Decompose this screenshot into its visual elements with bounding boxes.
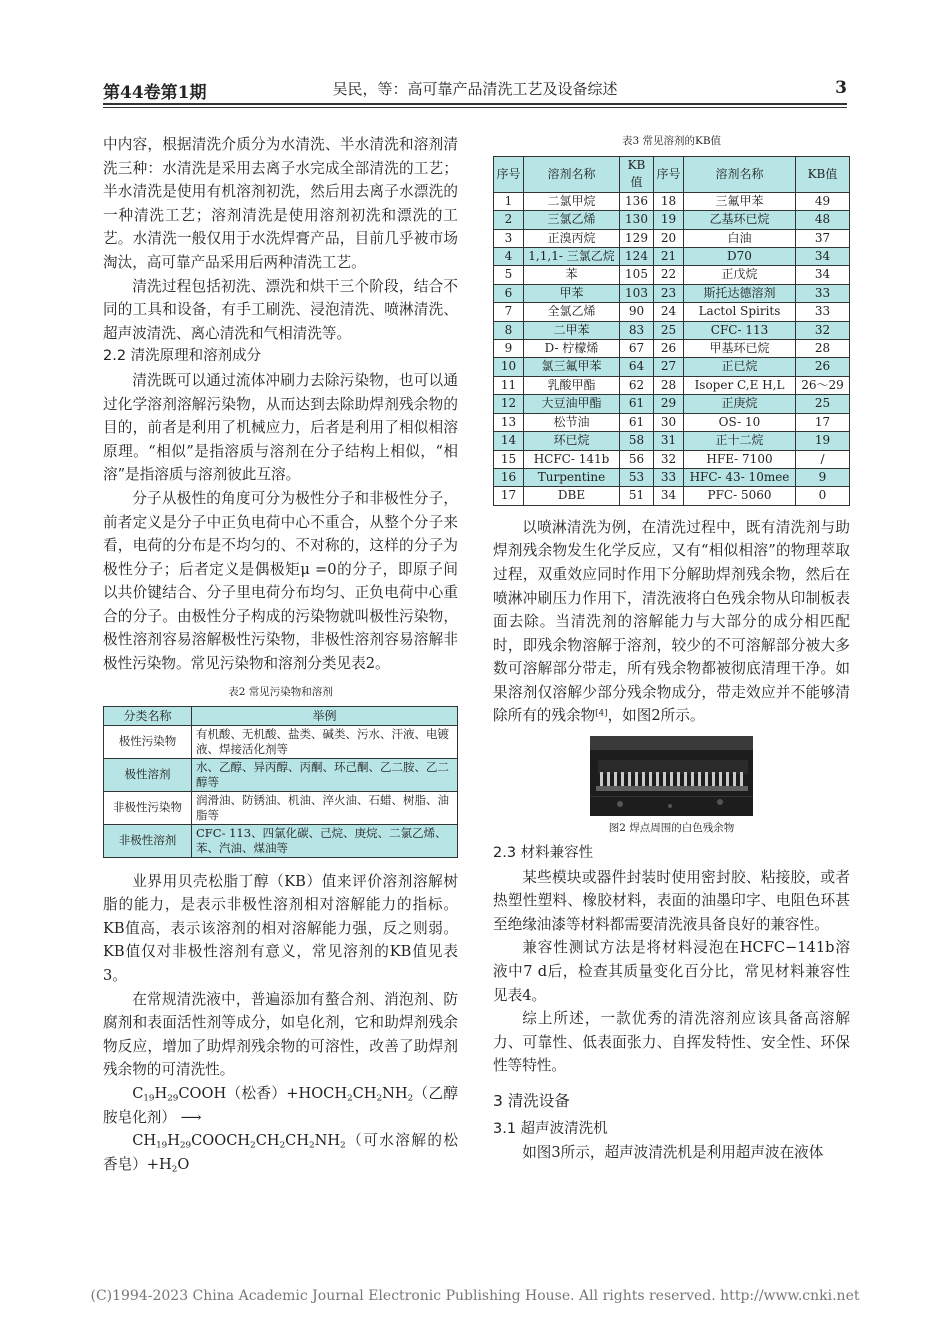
table-cell: 有机酸、无机酸、盐类、碱类、污水、汗液、电镀液、焊接活化剂等 <box>192 725 458 758</box>
paragraph: 综上所述，一款优秀的清洗溶剂应该具备高溶解力、可靠性、低表面张力、自挥发特性、安全性、环保性等特性。 <box>493 1010 850 1075</box>
table-cell: 氯三氟甲苯 <box>524 358 620 376</box>
table-cell: 32 <box>796 321 850 339</box>
table-row <box>494 211 850 229</box>
table-cell: 9 <box>796 468 850 486</box>
table-header: 序号 <box>654 157 684 193</box>
table-cell: 48 <box>796 211 850 229</box>
table-cell: 18 <box>654 192 684 210</box>
section-heading-2-3: 2.3 材料兼容性 <box>493 845 594 862</box>
table-row <box>494 192 850 210</box>
table-cell: 二甲苯 <box>524 321 620 339</box>
table-cell: 34 <box>796 248 850 266</box>
table-cell: 24 <box>654 303 684 321</box>
paragraph: 如图3所示，超声波清洗机是利用超声波在液体 <box>522 1144 824 1162</box>
table-cell: 11 <box>494 376 524 394</box>
table-cell: 33 <box>796 303 850 321</box>
table-cell: 103 <box>620 284 654 302</box>
table-cell: 90 <box>620 303 654 321</box>
table-cell: 33 <box>796 284 850 302</box>
table2 <box>103 706 458 858</box>
table-row <box>494 468 850 486</box>
table-cell: 28 <box>796 340 850 358</box>
paragraph-text: 以喷淋清洗为例，在清洗过程中，既有清洗剂与助焊剂残余物发生化学反应，又有“相似相溶”的物理萃取过程，双重效应同时作用下分解助焊剂残余物，然后在喷淋冲刷压力作用下，清洗液将白色残余物从印制板表面去除。当清洗剂的溶解能力与大部分的成分相匹配时，即残余物溶解于溶剂，较少的不可溶解部分被大多数可溶解部分带走，所有残余物都被彻底清理干净。如果溶剂仅溶解少部分残余物成分，带走效应并不能够清除所有的残余物 <box>493 518 850 725</box>
table-cell: 1 <box>494 192 524 210</box>
table-cell: 124 <box>620 248 654 266</box>
table-cell: 13 <box>494 413 524 431</box>
table-row <box>494 248 850 266</box>
table3 <box>493 156 850 506</box>
table-cell: 31 <box>654 432 684 450</box>
table-row <box>494 303 850 321</box>
table-cell: 21 <box>654 248 684 266</box>
table-cell: 全氯乙烯 <box>524 303 620 321</box>
table-cell: 12 <box>494 395 524 413</box>
table-row <box>104 791 458 824</box>
table-cell: 136 <box>620 192 654 210</box>
table-cell: 26～29 <box>796 376 850 394</box>
table-cell: 环已烷 <box>524 432 620 450</box>
table-cell: 润滑油、防锈油、机油、淬火油、石蜡、树脂、油脂等 <box>192 791 458 824</box>
table-cell: 29 <box>654 395 684 413</box>
paragraph: 中内容，根据清洗介质分为水清洗、半水清洗和溶剂清洗三种：水清洗是采用去离子水完成全部清洗的工艺；半水清洗是使用有机溶剂初洗，然后用去离子水漂洗的一种清洗工艺；溶剂清洗是使用溶剂初洗和漂洗的工艺。水清洗一般仅用于水洗焊膏产品，目前几乎被市场淘汰，高可靠产品采用后两种清洗工艺。 <box>103 136 458 271</box>
table-row <box>494 229 850 247</box>
table-cell: 正已烷 <box>684 358 796 376</box>
table-cell: 乳酸甲酯 <box>524 376 620 394</box>
header-rule <box>103 103 847 105</box>
table-cell: 松节油 <box>524 413 620 431</box>
table-cell: 4 <box>494 248 524 266</box>
table2-caption: 表2 常见污染物和溶剂 <box>228 685 333 698</box>
equation-text: （可水溶解的松香皂）+H <box>103 1132 458 1173</box>
table-row <box>494 395 850 413</box>
table-cell: 苯 <box>524 266 620 284</box>
running-title: 吴民，等：高可靠产品清洗工艺及设备综述 <box>332 80 618 98</box>
table-row <box>494 284 850 302</box>
table-cell: D70 <box>684 248 796 266</box>
table-cell: 大豆油甲酯 <box>524 395 620 413</box>
table3-caption: 表3 常见溶剂的KB值 <box>621 135 722 147</box>
page-number: 3 <box>835 78 847 98</box>
figure2 <box>493 736 850 836</box>
table-cell: 乙基环已烷 <box>684 211 796 229</box>
table-cell: 64 <box>620 358 654 376</box>
table-cell: 61 <box>620 413 654 431</box>
table-cell: 105 <box>620 266 654 284</box>
table-cell: 56 <box>620 450 654 468</box>
table-header: 溶剂名称 <box>524 157 620 193</box>
table-cell: 34 <box>654 487 684 505</box>
table-cell: 0 <box>796 487 850 505</box>
table-cell: 32 <box>654 450 684 468</box>
table-row <box>494 413 850 431</box>
left-column <box>103 133 458 1176</box>
section-heading-3-1: 3.1 超声波清洗机 <box>493 1120 608 1137</box>
table-cell: 斯托达德溶剂 <box>684 284 796 302</box>
table-cell: 二氯甲烷 <box>524 192 620 210</box>
table-cell: 19 <box>796 432 850 450</box>
table-cell: 26 <box>654 340 684 358</box>
paragraph: 在常规清洗液中，普遍添加有螯合剂、消泡剂、防腐剂和表面活性剂等成分，如皂化剂，它和助焊剂残余物反应，增加了助焊剂残余物的可溶性，改善了助焊剂残余物的可清洗性。 <box>103 990 458 1079</box>
table-header: 分类名称 <box>104 706 192 725</box>
table-cell: OS- 10 <box>684 413 796 431</box>
table-cell: Isoper C,E H,L <box>684 376 796 394</box>
table-cell: Turpentine <box>524 468 620 486</box>
paragraph: 分子从极性的角度可分为极性分子和非极性分子，前者定义是分子中正负电荷中心不重合，从整个分子来看，电荷的分布是不均匀的、不对称的，这样的分子为极性分子；后者定义是偶极矩μ =0的分子，即原子间以共价键结合、分子里电荷分布均匀、正负电荷中心重合的分子。由极性分子构成的污染物就叫极性污染物，极性溶剂容易溶解极性污染物，非极性溶剂容易溶解非极性污染物。常见污染物和溶剂分类见表2。 <box>103 489 458 673</box>
figure2-caption: 图2 焊点周围的白色残余物 <box>608 822 735 835</box>
table-cell: 10 <box>494 358 524 376</box>
table-cell: 58 <box>620 432 654 450</box>
table-cell: 三氟甲苯 <box>684 192 796 210</box>
table-cell: 62 <box>620 376 654 394</box>
paragraph-text: ，如图2所示。 <box>607 707 705 725</box>
table-cell: 25 <box>654 321 684 339</box>
table-cell: 正庚烷 <box>684 395 796 413</box>
table-row <box>494 266 850 284</box>
table-cell: 34 <box>796 266 850 284</box>
table-cell: 129 <box>620 229 654 247</box>
table-cell: 非极性污染物 <box>104 791 192 824</box>
table-cell: 67 <box>620 340 654 358</box>
table-cell: 极性溶剂 <box>104 758 192 791</box>
solder-joint-photo <box>590 736 753 816</box>
table-cell: HCFC- 141b <box>524 450 620 468</box>
table-cell: 23 <box>654 284 684 302</box>
table-header: KB值 <box>620 157 654 193</box>
table-cell: 130 <box>620 211 654 229</box>
table-cell: D- 柠檬烯 <box>524 340 620 358</box>
table-header: 序号 <box>494 157 524 193</box>
table-cell: 25 <box>796 395 850 413</box>
journal-volume: 第44卷第1期 <box>103 83 207 103</box>
section-heading-3: 3 清洗设备 <box>493 1092 570 1110</box>
paragraph: 清洗过程包括初洗、漂洗和烘干三个阶段，结合不同的工具和设备，有手工刷洗、浸泡清洗、喷淋清洗、超声波清洗、离心清洗和气相清洗等。 <box>103 277 458 342</box>
table-row <box>494 376 850 394</box>
table-cell: 正十二烷 <box>684 432 796 450</box>
table-cell: 正戊烷 <box>684 266 796 284</box>
table-cell: 三氯乙烯 <box>524 211 620 229</box>
table-cell: 水、乙醇、异丙醇、丙酮、环己酮、乙二胺、乙二醇等 <box>192 758 458 791</box>
table-row <box>104 725 458 758</box>
table-cell: 7 <box>494 303 524 321</box>
table-cell: 15 <box>494 450 524 468</box>
copyright-footer: (C)1994-2023 China Academic Journal Electronic Publishing House. All rights reserved. http://www.cnki.net <box>90 1288 860 1304</box>
table-cell: 6 <box>494 284 524 302</box>
equation-1: $C_{19}H_{29}COOH$（松香）$+HOCH_2CH_2NH_2$（乙醇胺皂化剂） ⟶ <box>103 1085 458 1126</box>
table-cell: 9 <box>494 340 524 358</box>
table-cell: 5 <box>494 266 524 284</box>
table-cell: 28 <box>654 376 684 394</box>
table-cell: 22 <box>654 266 684 284</box>
table-cell: 白油 <box>684 229 796 247</box>
equation-text: O <box>177 1155 190 1173</box>
table-cell: 19 <box>654 211 684 229</box>
table-cell: 20 <box>654 229 684 247</box>
paragraph: 兼容性测试方法是将材料浸泡在HCFC−141b溶液中7 d后，检查其质量变化百分比，常见材料兼容性见表4。 <box>493 939 850 1004</box>
table-cell: 14 <box>494 432 524 450</box>
paragraph: 业界用贝壳松脂丁醇（KB）值来评价溶剂溶解树脂的能力，是表示非极性溶剂相对溶解能力的指标。KB值高，表示该溶剂的相对溶解能力强，反之则弱。KB值仅对非极性溶剂有意义，常见溶剂的KB值见表3。 <box>103 872 458 985</box>
table-cell: 83 <box>620 321 654 339</box>
equation-2: $CH_{19}H_{29}COOCH_2CH_2CH_2NH_2$（可水溶解的松香皂）$+H_2O$ <box>103 1132 458 1175</box>
table-row <box>104 758 458 791</box>
citation-ref: [4] <box>595 709 608 720</box>
table-cell: 26 <box>796 358 850 376</box>
table-cell: 甲苯 <box>524 284 620 302</box>
table-cell: 2 <box>494 211 524 229</box>
paragraph: 清洗既可以通过流体冲刷力去除污染物，也可以通过化学溶剂溶解污染物，从而达到去除助焊剂残余物的目的，前者是利用了机械应力，后者是利用了相似相溶原理。“相似”是指溶质与溶剂在分子结构上相似，“相溶”是指溶质与溶剂彼此互溶。 <box>103 371 458 484</box>
table-cell: 61 <box>620 395 654 413</box>
table-cell: 17 <box>796 413 850 431</box>
equation-text: （松香）+HOCH <box>226 1085 348 1102</box>
reaction-arrow-icon: ⟶ <box>180 1108 202 1126</box>
table-cell: HFC- 43- 10mee <box>684 468 796 486</box>
table-row <box>494 340 850 358</box>
table-cell: Lactol Spirits <box>684 303 796 321</box>
figure2-image <box>590 736 753 816</box>
table-cell: 8 <box>494 321 524 339</box>
table-cell: 非极性溶剂 <box>104 824 192 857</box>
paragraph: 某些模块或器件封装时使用密封胶、粘接胶，或者热塑性塑料、橡胶材料，表面的油墨印字、电阻色环甚至绝缘油漆等材料都需要清洗液具备良好的兼容性。 <box>493 868 850 933</box>
table-cell: 极性污染物 <box>104 725 192 758</box>
table-cell: 27 <box>654 358 684 376</box>
table-cell: 3 <box>494 229 524 247</box>
table-cell: HFE- 7100 <box>684 450 796 468</box>
table-cell: 17 <box>494 487 524 505</box>
table-cell: DBE <box>524 487 620 505</box>
table-cell: CFC- 113 <box>684 321 796 339</box>
table-cell: / <box>796 450 850 468</box>
paragraph <box>493 516 850 728</box>
table-row <box>494 432 850 450</box>
table-cell: 37 <box>796 229 850 247</box>
table-row <box>494 487 850 505</box>
table-cell: 16 <box>494 468 524 486</box>
table-cell: 33 <box>654 468 684 486</box>
table-header: KB值 <box>796 157 850 193</box>
table-cell: 1,1,1- 三氯乙烷 <box>524 248 620 266</box>
equation-text: （乙醇胺皂化剂） <box>103 1085 458 1126</box>
table-row <box>494 321 850 339</box>
table-cell: 51 <box>620 487 654 505</box>
table-header: 举例 <box>192 706 458 725</box>
table-row <box>104 824 458 857</box>
table-cell: 甲基环已烷 <box>684 340 796 358</box>
table-cell: 30 <box>654 413 684 431</box>
page-header <box>103 76 847 102</box>
section-heading-2-2: 2.2 清洗原理和溶剂成分 <box>103 348 262 365</box>
table-cell: PFC- 5060 <box>684 487 796 505</box>
right-column <box>493 133 850 1165</box>
table-header: 溶剂名称 <box>684 157 796 193</box>
table-cell: 正溴丙烷 <box>524 229 620 247</box>
table-cell: CFC- 113、四氯化碳、己烷、庚烷、二氯乙烯、苯、汽油、煤油等 <box>192 824 458 857</box>
table-cell: 49 <box>796 192 850 210</box>
table-row <box>494 358 850 376</box>
table-row <box>494 450 850 468</box>
table-cell: 53 <box>620 468 654 486</box>
header-rule-thin <box>103 107 847 108</box>
